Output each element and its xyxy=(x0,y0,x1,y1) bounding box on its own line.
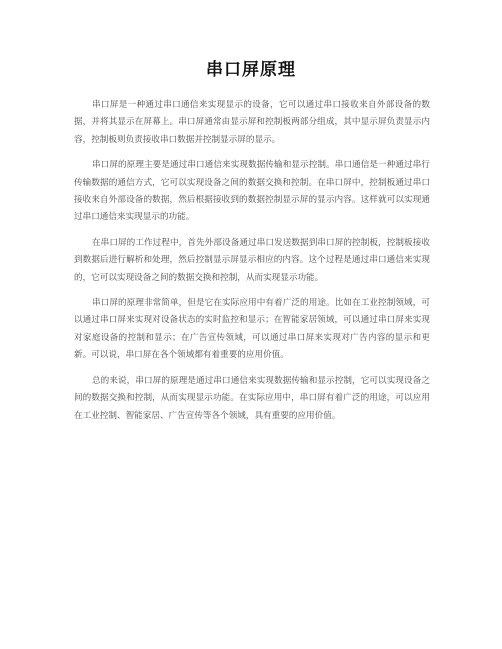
paragraph-5: 总的来说，串口屏的原理是通过串口通信来实现数据传输和显示控制，它可以实现设备之间的数据交换和控制，从而实现显示功能。在实际应用中，串口屏有着广泛的用途，可以应用在工业控制、智能家居、广告宣传等各个领域，具有重要的应用价值。 xyxy=(74,375,430,421)
paragraph-3: 在串口屏的工作过程中，首先外部设备通过串口发送数据到串口屏的控制板，控制板接收到数据后进行解析和处理，然后控制显示屏显示相应的内容。这个过程是通过串口通信来实现的，它可以实现设备之间的数据交换和控制，从而实现显示功能。 xyxy=(74,237,430,283)
paragraph-1: 串口屏是一种通过串口通信来实现显示的设备，它可以通过串口接收来自外部设备的数据，并将其显示在屏幕上。串口屏通常由显示屏和控制板两部分组成，其中显示屏负责显示内容，控制板则负责接收串口数据并控制显示屏的显示。 xyxy=(74,100,430,145)
document-body xyxy=(74,97,430,433)
paragraph-4: 串口屏的原理非常简单，但是它在实际应用中有着广泛的用途。比如在工业控制领域，可以通过串口屏来实现对设备状态的实时监控和显示；在智能家居领域，可以通过串口屏来实现对家庭设备的控制和显示；在广告宣传领域，可以通过串口屏来实现对广告内容的显示和更新。可以说，串口屏在各个领域都有着重要的应用价值。 xyxy=(74,298,430,361)
document-title: 串口屏原理 xyxy=(206,60,296,80)
paragraph-2: 串口屏的原理主要是通过串口通信来实现数据传输和显示控制。串口通信是一种通过串行传输数据的通信方式，它可以实现设备之间的数据交换和控制。在串口屏中，控制板通过串口接收来自外部设备的数据，然后根据接收到的数据控制显示屏的显示内容。这样就可以实现通过串口通信来实现显示的功能。 xyxy=(74,160,430,223)
